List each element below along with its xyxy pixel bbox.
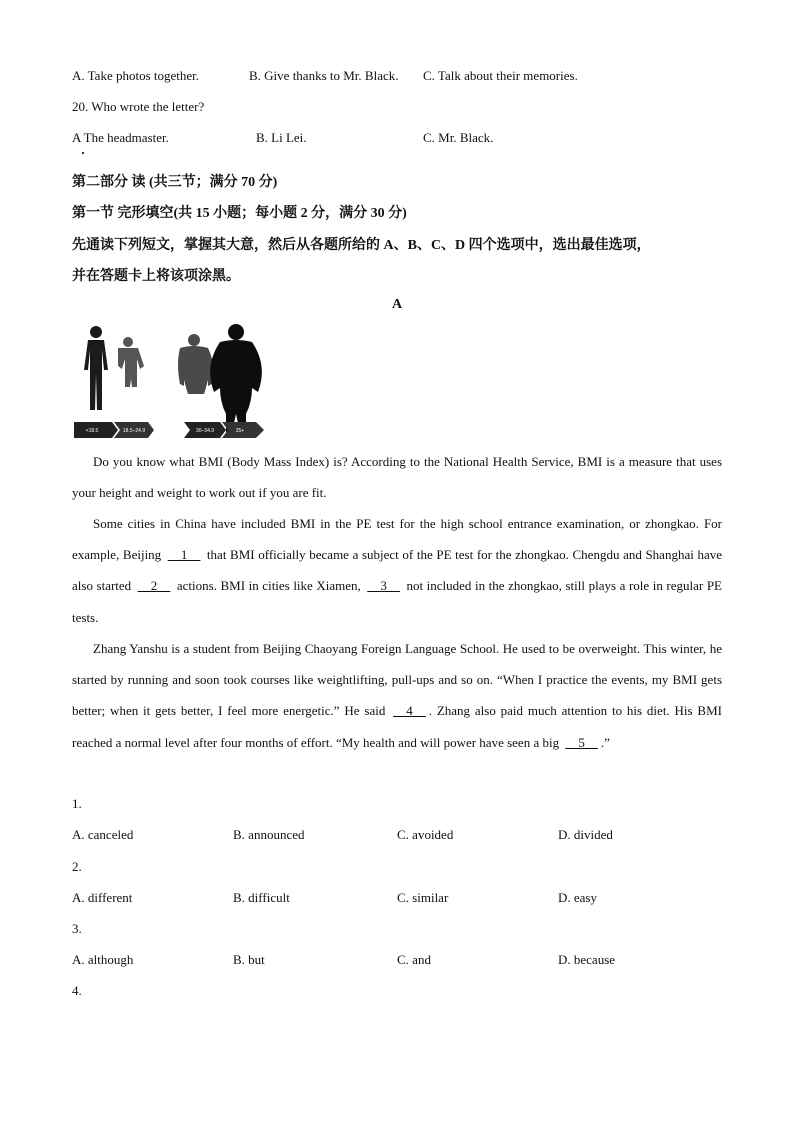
part2-heading: 第二部分 读 (共三节；满分 70 分) (72, 175, 278, 190)
question-number: 4. (72, 983, 82, 998)
blank-5: __5__ (565, 734, 598, 750)
passage-paragraph-3 (72, 633, 722, 758)
q20-option-b: B. Li Lei. (256, 130, 307, 145)
q19-option-a: A. Take photos together. (72, 68, 200, 83)
bmi-scale-right (184, 422, 264, 438)
section1-heading: 第一节 完形填空(共 15 小题；每小题 2 分，满分 30 分) (72, 206, 407, 221)
q20-option-a: A The headmaster. (72, 130, 169, 145)
bmi-label-obese2: 35+ (235, 428, 245, 434)
question-option-d: D. easy (558, 890, 597, 905)
question-option-a: A. canceled (72, 827, 134, 842)
question-number: 2. (72, 859, 82, 874)
passage-label: A (391, 297, 403, 312)
passage-paragraph-1 (72, 446, 722, 508)
q20-option-c: C. Mr. Black. (423, 130, 494, 145)
instructions-line1: 先通读下列短文，掌握其大意，然后从各题所给的 A、B、C、D 四个选项中，选出最佳选项， (72, 238, 651, 253)
question-option-d: D. divided (558, 827, 613, 842)
question-option-b: B. but (233, 952, 265, 967)
p3-text-a: Zhang Yanshu is a student from Beijing Chaoyang Foreign Language School. He used to be overweight. This winter, he started by running and soon took courses like weightlifting, pull-ups and so on. “When I practice the events, my BMI gets better; when it gets better, I feel more energetic.” He said (72, 641, 722, 719)
question-option-a: A. different (72, 890, 133, 905)
p3-text-c: .” (600, 734, 610, 750)
p2-text-b: that BMI officially became a subject of the PE test for the zhongkao. Chengdu and Shanghai have also started (72, 547, 722, 594)
question-number: 1. (72, 796, 82, 811)
bmi-label-obese1: 30–34.9 (195, 428, 215, 434)
normal-body-silhouette (118, 337, 144, 387)
q19-option-b: B. Give thanks to Mr. Black. (249, 68, 399, 83)
question-option-c: C. similar (397, 890, 449, 905)
question-option-c: C. and (397, 952, 431, 967)
obese-body-silhouette (210, 324, 262, 432)
q19-option-c: C. Talk about their memories. (423, 68, 578, 83)
bmi-illustration (72, 322, 272, 442)
p3-text-b: . Zhang also paid much attention to his diet. His BMI reached a normal level after four months of effort. “My health and will power have seen a big (72, 703, 722, 750)
stray-mark (82, 152, 84, 154)
question-option-d: D. because (558, 952, 616, 967)
instructions-line2: 并在答题卡上将该项涂黑。 (72, 269, 240, 284)
blank-2: __2__ (137, 578, 171, 594)
p1-text: Do you know what BMI (Body Mass Index) is? According to the National Health Service, BMI is a measure that uses your height and weight to work out if you are fit. (72, 454, 722, 501)
passage-paragraph-2 (72, 508, 722, 633)
question-option-b: B. difficult (233, 890, 290, 905)
blank-4: __4__ (393, 703, 426, 719)
blank-1: __1__ (167, 547, 201, 563)
question-option-a: A. although (72, 952, 134, 967)
p2-text-d: not included in the zhongkao, still plays a role in regular PE tests. (72, 578, 722, 625)
p2-text-a: Some cities in China have included BMI in the PE test for the high school entrance examination, or zhongkao. For example, Beijing (72, 516, 722, 563)
p2-text-c: actions. BMI in cities like Xiamen, (173, 578, 365, 594)
question-option-c: C. avoided (397, 827, 454, 842)
bmi-scale-left (74, 422, 154, 438)
bmi-label-underweight: <18.5 (85, 428, 99, 434)
blank-3: __3__ (367, 578, 400, 594)
overweight-body-silhouette (178, 334, 213, 394)
bmi-label-normal: 18.5–24.9 (122, 428, 146, 434)
question-option-b: B. announced (233, 827, 305, 842)
q20-stem: 20. Who wrote the letter? (72, 99, 205, 114)
thin-body-silhouette (84, 326, 108, 410)
question-number: 3. (72, 921, 82, 936)
